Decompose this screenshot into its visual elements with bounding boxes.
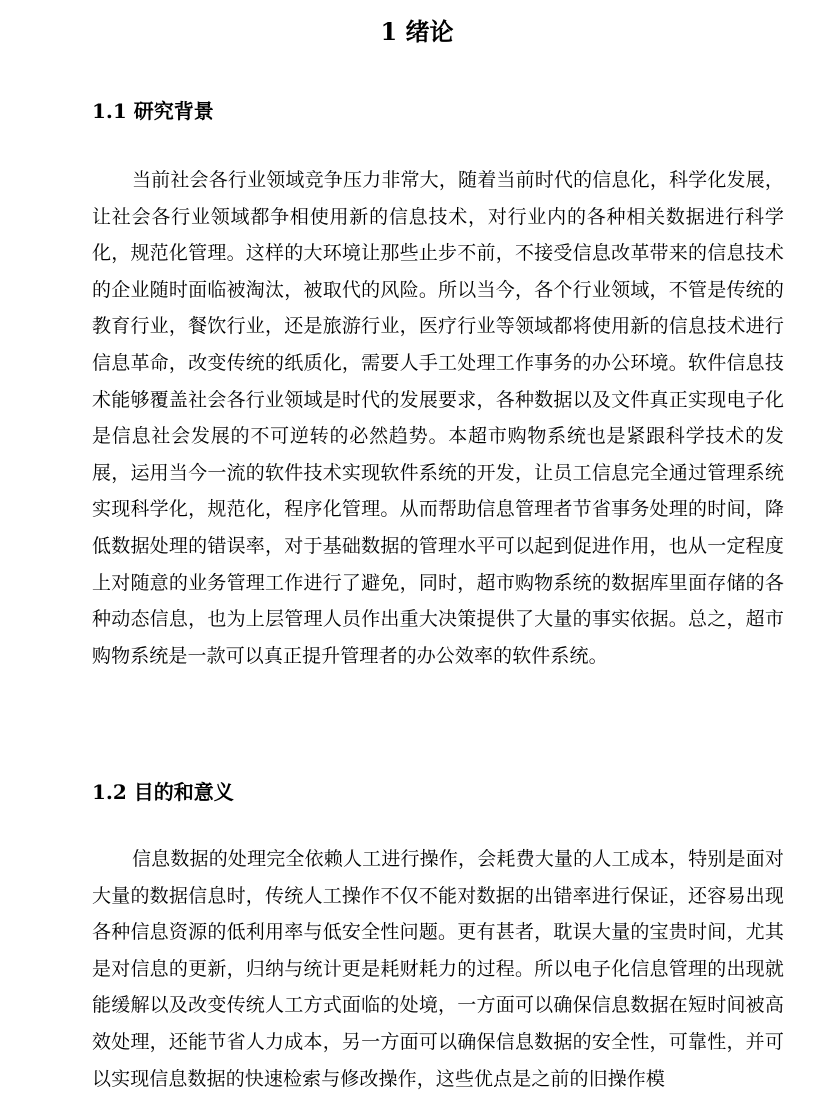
section-heading-research-background: 1.1 研究背景 [92, 99, 214, 123]
chapter-title: 1 绪论 [380, 17, 454, 46]
body-paragraph-purpose-significance: 信息数据的处理完全依赖人工进行操作，会耗费大量的人工成本，特别是面对大量的数据信息时，传统人工操作不仅不能对数据的出错率进行保证，还容易出现各种信息资源的低利用率与低安全性问题。更有甚者，耽误大量的宝贵时间，尤其是对信息的更新，归纳与统计更是耗财耗力的过程。所以电子化信息管理的出现就能缓解以及改变传统人工方式面临的处境，一方面可以确保信息数据在短时间被高效处理，还能节省人力成本，另一方面可以确保信息数据的安全性，可靠性，并可以实现信息数据的快速检索与修改操作，这些优点是之前的旧操作模 [92, 848, 784, 1090]
body-paragraph-research-background: 当前社会各行业领域竞争压力非常大，随着当前时代的信息化，科学化发展，让社会各行业领域都争相使用新的信息技术，对行业内的各种相关数据进行科学化，规范化管理。这样的大环境让那些止步不前，不接受信息改革带来的信息技术的企业随时面临被淘汰，被取代的风险。所以当今，各个行业领域，不管是传统的教育行业，餐饮行业，还是旅游行业，医疗行业等领域都将使用新的信息技术进行信息革命，改变传统的纸质化，需要人手工处理工作事务的办公环境。软件信息技术能够覆盖社会各行业领域是时代的发展要求，各种数据以及文件真正实现电子化是信息社会发展的不可逆转的必然趋势。本超市购物系统也是紧跟科学技术的发展，运用当今一流的软件技术实现软件系统的开发，让员工信息完全通过管理系统实现科学化，规范化，程序化管理。从而帮助信息管理者节省事务处理的时间，降低数据处理的错误率，对于基础数据的管理水平可以起到促进作用，也从一定程度上对随意的业务管理工作进行了避免，同时，超市购物系统的数据库里面存储的各种动态信息，也为上层管理人员作出重大决策提供了大量的事实依据。总之，超市购物系统是一款可以真正提升管理者的办公效率的软件系统。 [92, 169, 784, 667]
section-heading-purpose-significance: 1.2 目的和意义 [92, 780, 234, 804]
